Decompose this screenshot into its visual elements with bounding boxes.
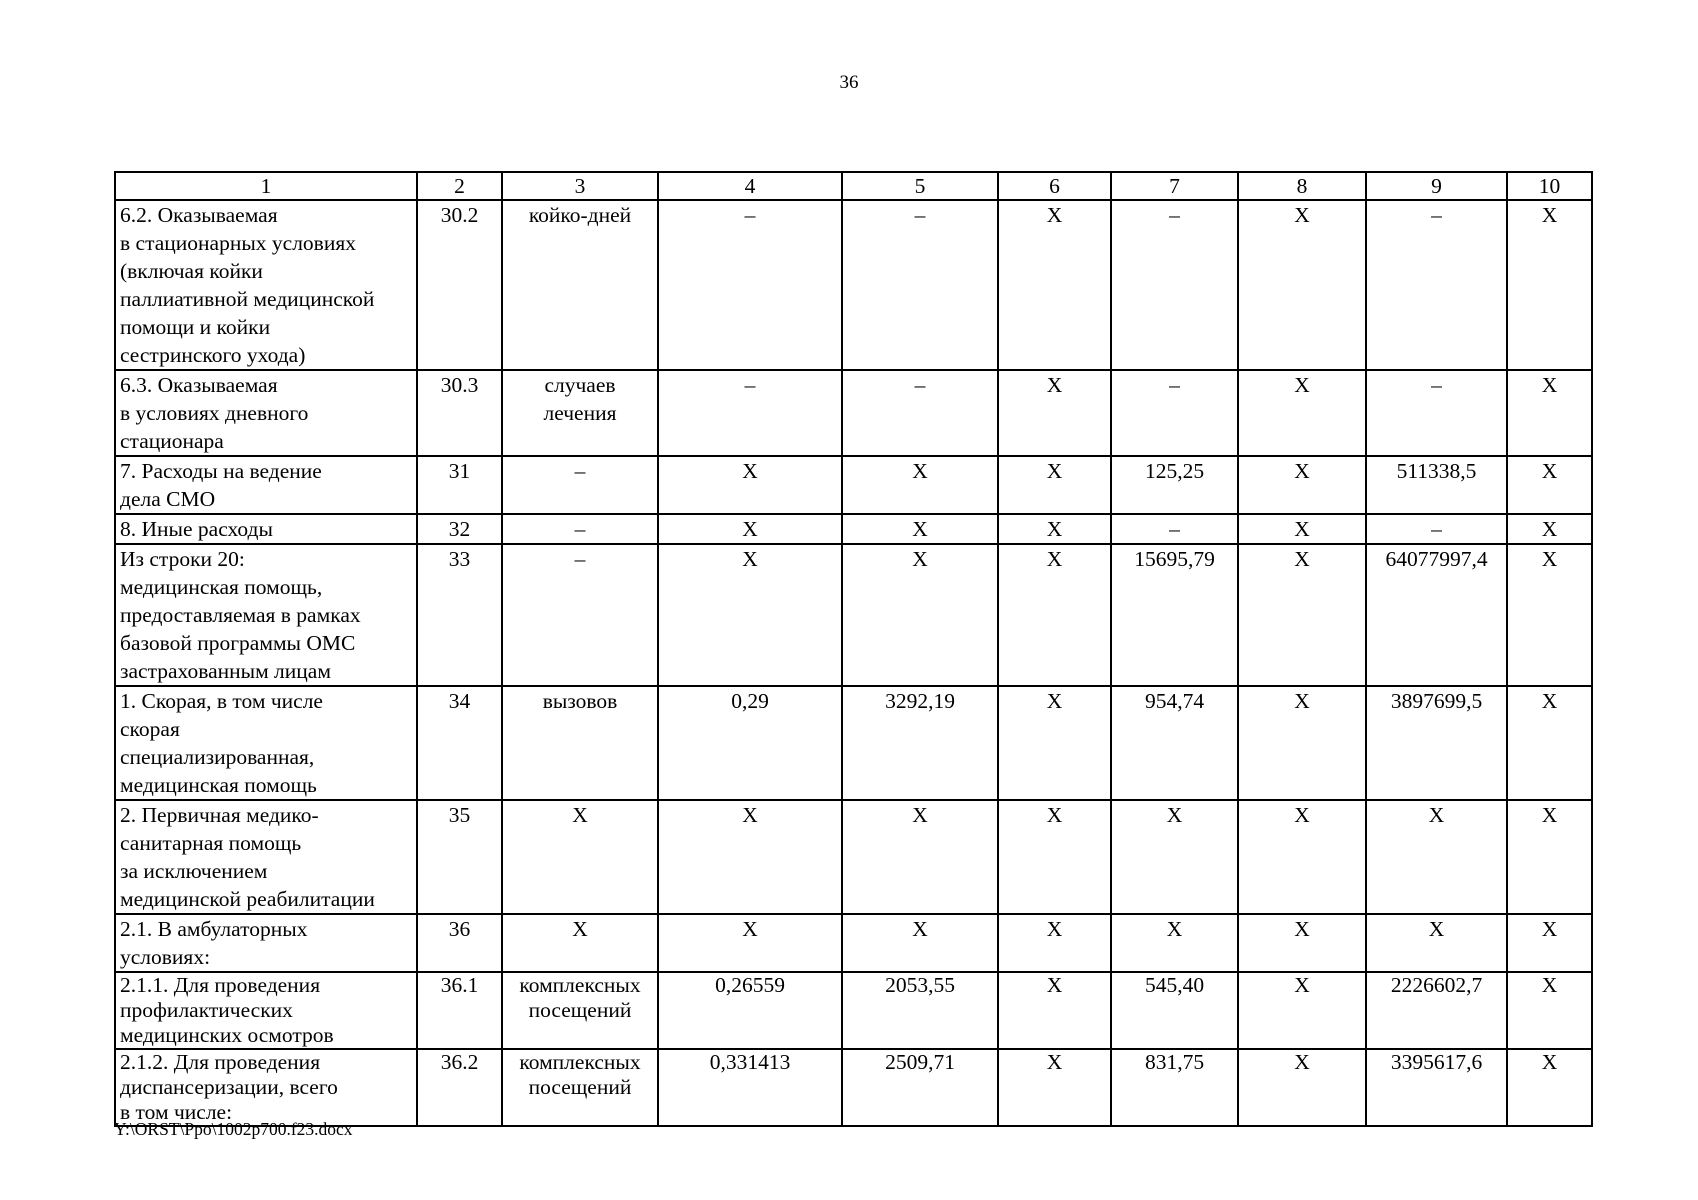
table-cell-col-3: – xyxy=(502,456,658,514)
header-cell-9: 9 xyxy=(1366,172,1507,200)
table-cell-col-7: 125,25 xyxy=(1111,456,1238,514)
table-cell-col-10: X xyxy=(1507,370,1592,456)
table-cell-col-1: 2. Первичная медико- санитарная помощь за исключением медицинской реабилитации xyxy=(115,800,417,914)
table-cell-col-6: X xyxy=(998,972,1111,1049)
table-cell-col-1: 2.1. В амбулаторных условиях: xyxy=(115,914,417,972)
table-cell-col-2: 33 xyxy=(417,544,502,686)
table-cell-col-3: – xyxy=(502,514,658,544)
table-cell-col-9: X xyxy=(1366,914,1507,972)
table-cell-col-3: случаев лечения xyxy=(502,370,658,456)
header-cell-6: 6 xyxy=(998,172,1111,200)
table-cell-col-10: X xyxy=(1507,544,1592,686)
table-cell-col-4: 0,331413 xyxy=(658,1049,842,1126)
table-cell-col-2: 30.3 xyxy=(417,370,502,456)
table-cell-col-4: X xyxy=(658,456,842,514)
table-cell-col-5: X xyxy=(842,544,998,686)
header-cell-1: 1 xyxy=(115,172,417,200)
table-cell-col-5: X xyxy=(842,456,998,514)
table-cell-col-1: 6.2. Оказываемая в стационарных условиях (включая койки паллиативной медицинской помощи и койки сестринского ухода) xyxy=(115,200,417,370)
table-cell-col-8: X xyxy=(1238,456,1366,514)
table-cell-col-4: X xyxy=(658,514,842,544)
table-cell-col-8: X xyxy=(1238,972,1366,1049)
table-cell-col-4: 0,26559 xyxy=(658,972,842,1049)
table-cell-col-8: X xyxy=(1238,544,1366,686)
table-cell-col-8: X xyxy=(1238,1049,1366,1126)
table-body xyxy=(115,172,1592,1126)
table-cell-col-4: 0,29 xyxy=(658,686,842,800)
table-cell-col-1: 8. Иные расходы xyxy=(115,514,417,544)
table-cell-col-3: комплексных посещений xyxy=(502,972,658,1049)
table-cell-col-9: 2226602,7 xyxy=(1366,972,1507,1049)
table-cell-col-2: 34 xyxy=(417,686,502,800)
header-cell-8: 8 xyxy=(1238,172,1366,200)
table-cell-col-10: X xyxy=(1507,200,1592,370)
table-cell-col-1: 1. Скорая, в том числе скорая специализированная, медицинская помощь xyxy=(115,686,417,800)
table-cell-col-5: X xyxy=(842,914,998,972)
table-cell-col-7: – xyxy=(1111,514,1238,544)
table-cell-col-9: – xyxy=(1366,200,1507,370)
table-cell-col-3: вызовов xyxy=(502,686,658,800)
table-cell-col-2: 30.2 xyxy=(417,200,502,370)
header-cell-3: 3 xyxy=(502,172,658,200)
table-cell-col-6: X xyxy=(998,914,1111,972)
header-cell-10: 10 xyxy=(1507,172,1592,200)
table-cell-col-4: X xyxy=(658,800,842,914)
table-row xyxy=(115,514,1592,544)
table-cell-col-7: 15695,79 xyxy=(1111,544,1238,686)
table-cell-col-9: 3395617,6 xyxy=(1366,1049,1507,1126)
table-row xyxy=(115,972,1592,1049)
table-cell-col-10: X xyxy=(1507,514,1592,544)
table-row xyxy=(115,370,1592,456)
table-cell-col-6: X xyxy=(998,370,1111,456)
table-cell-col-1: 2.1.1. Для проведения профилактических медицинских осмотров xyxy=(115,972,417,1049)
table-cell-col-5: 3292,19 xyxy=(842,686,998,800)
table-cell-col-1: 7. Расходы на ведение дела СМО xyxy=(115,456,417,514)
table-cell-col-10: X xyxy=(1507,1049,1592,1126)
table-cell-col-6: X xyxy=(998,514,1111,544)
table-cell-col-9: – xyxy=(1366,514,1507,544)
table-cell-col-6: X xyxy=(998,544,1111,686)
header-cell-2: 2 xyxy=(417,172,502,200)
table-cell-col-1: 2.1.2. Для проведения диспансеризации, всего в том числе: xyxy=(115,1049,417,1126)
table-cell-col-8: X xyxy=(1238,800,1366,914)
table-cell-col-8: X xyxy=(1238,914,1366,972)
table-cell-col-2: 36.1 xyxy=(417,972,502,1049)
table-cell-col-5: X xyxy=(842,514,998,544)
table-header-row xyxy=(115,172,1592,200)
table-cell-col-5: 2053,55 xyxy=(842,972,998,1049)
table-cell-col-6: X xyxy=(998,1049,1111,1126)
table-row xyxy=(115,1049,1592,1126)
table-cell-col-9: 64077997,4 xyxy=(1366,544,1507,686)
table-cell-col-1: 6.3. Оказываемая в условиях дневного стационара xyxy=(115,370,417,456)
table-row xyxy=(115,544,1592,686)
page-number: 36 xyxy=(839,72,859,93)
footer-file-path: Y:\ORST\Ppo\1002p700.f23.docx xyxy=(114,1119,353,1139)
table-cell-col-8: X xyxy=(1238,514,1366,544)
table-cell-col-3: X xyxy=(502,800,658,914)
table-cell-col-4: X xyxy=(658,544,842,686)
table-cell-col-2: 35 xyxy=(417,800,502,914)
table-cell-col-7: X xyxy=(1111,800,1238,914)
table-row xyxy=(115,686,1592,800)
table-cell-col-10: X xyxy=(1507,800,1592,914)
table-cell-col-5: – xyxy=(842,200,998,370)
table-cell-col-1: Из строки 20: медицинская помощь, предоставляемая в рамках базовой программы ОМС застрахованным лицам xyxy=(115,544,417,686)
table-row xyxy=(115,914,1592,972)
table-cell-col-9: X xyxy=(1366,800,1507,914)
table-cell-col-2: 31 xyxy=(417,456,502,514)
table-cell-col-3: комплексных посещений xyxy=(502,1049,658,1126)
table-cell-col-8: X xyxy=(1238,200,1366,370)
table-row xyxy=(115,200,1592,370)
table-cell-col-7: 954,74 xyxy=(1111,686,1238,800)
table-cell-col-2: 36.2 xyxy=(417,1049,502,1126)
table-cell-col-9: – xyxy=(1366,370,1507,456)
table-cell-col-7: 545,40 xyxy=(1111,972,1238,1049)
table-cell-col-5: 2509,71 xyxy=(842,1049,998,1126)
table-cell-col-2: 36 xyxy=(417,914,502,972)
table-cell-col-7: 831,75 xyxy=(1111,1049,1238,1126)
table-cell-col-6: X xyxy=(998,200,1111,370)
table-cell-col-8: X xyxy=(1238,686,1366,800)
table-cell-col-3: X xyxy=(502,914,658,972)
table-cell-col-7: – xyxy=(1111,200,1238,370)
table-cell-col-4: – xyxy=(658,370,842,456)
table-cell-col-7: X xyxy=(1111,914,1238,972)
header-cell-7: 7 xyxy=(1111,172,1238,200)
table-cell-col-6: X xyxy=(998,456,1111,514)
table-cell-col-3: – xyxy=(502,544,658,686)
table-row xyxy=(115,800,1592,914)
table-cell-col-6: X xyxy=(998,800,1111,914)
header-cell-4: 4 xyxy=(658,172,842,200)
table-cell-col-4: X xyxy=(658,914,842,972)
table-cell-col-9: 511338,5 xyxy=(1366,456,1507,514)
table-cell-col-8: X xyxy=(1238,370,1366,456)
table-cell-col-7: – xyxy=(1111,370,1238,456)
table-row xyxy=(115,456,1592,514)
table-cell-col-10: X xyxy=(1507,456,1592,514)
header-cell-5: 5 xyxy=(842,172,998,200)
table-cell-col-5: X xyxy=(842,800,998,914)
table-cell-col-10: X xyxy=(1507,914,1592,972)
table-cell-col-5: – xyxy=(842,370,998,456)
table-cell-col-6: X xyxy=(998,686,1111,800)
data-table xyxy=(114,171,1593,1127)
table-cell-col-2: 32 xyxy=(417,514,502,544)
table-cell-col-4: – xyxy=(658,200,842,370)
table-cell-col-10: X xyxy=(1507,972,1592,1049)
table-cell-col-9: 3897699,5 xyxy=(1366,686,1507,800)
data-table-container xyxy=(114,171,1593,1127)
table-cell-col-10: X xyxy=(1507,686,1592,800)
table-cell-col-3: койко-дней xyxy=(502,200,658,370)
